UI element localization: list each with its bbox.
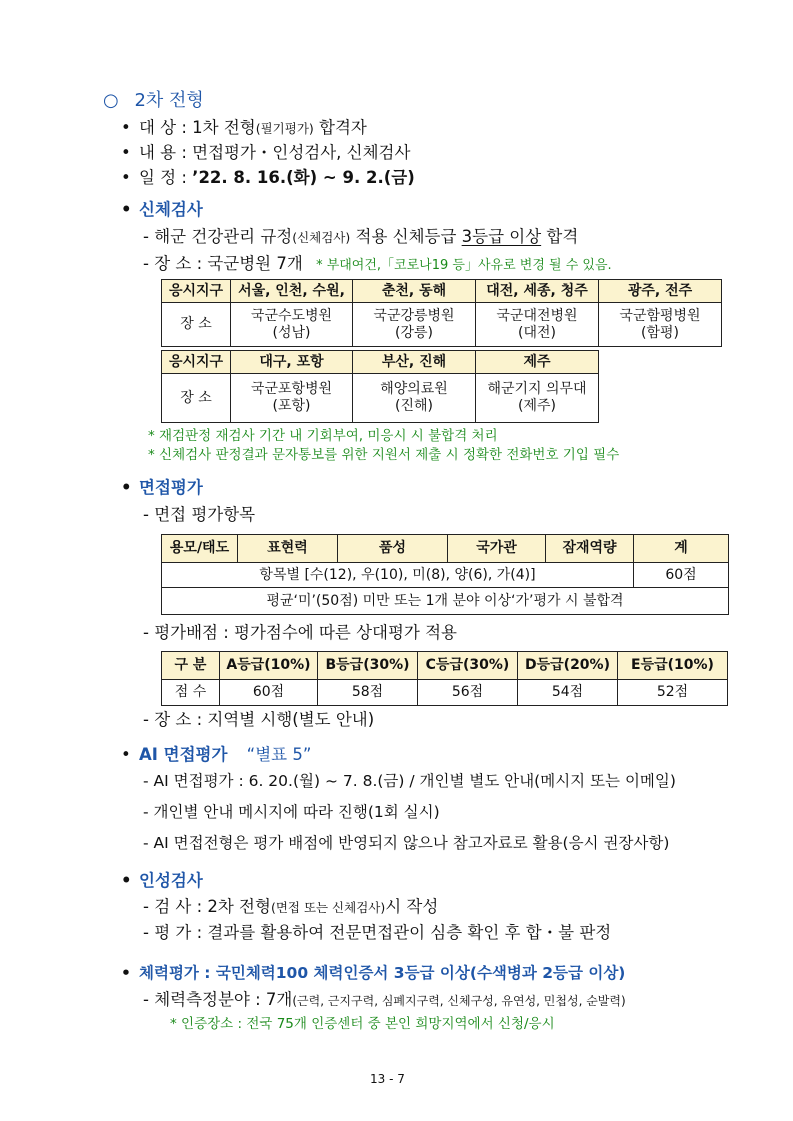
- ai-line-2: - 개인별 안내 메시지에 따라 진행(1회 실시): [143, 803, 440, 821]
- bullet-icon: •: [121, 478, 132, 497]
- section-title-row: [103, 90, 204, 112]
- physical-note-2: * 신체검사 판정결과 문자통보를 위한 지원서 제출 시 정확한 전화번호 기입 필수: [148, 447, 620, 463]
- bullet-icon: •: [121, 118, 131, 137]
- interview-grade-row: 항목별 [수(12), 우(10), 미(8), 양(6), 가(4)]: [162, 563, 634, 588]
- ai-heading: AI 면접평가: [139, 745, 228, 764]
- physical-heading: • 신체검사: [121, 200, 203, 219]
- overview-target: • 대 상 : 1차 전형(필기평가) 합격자: [121, 118, 367, 137]
- bullet-icon: •: [121, 168, 131, 187]
- bullet-icon: •: [121, 143, 131, 162]
- personality-line2: - 평 가 : 결과를 활용하여 전문면접관이 심층 확인 후 합・불 판정: [143, 923, 612, 942]
- ai-heading-row: [121, 744, 311, 766]
- fitness-line1: - 체력측정분야 : 7개(근력, 근지구력, 심폐지구력, 신체구성, 유연성, 민첩성, 순발력): [143, 990, 626, 1009]
- interview-items-title: - 면접 평가항목: [143, 505, 256, 524]
- score-table: 구 분 A등급(10%) B등급(30%) C등급(30%) D등급(20%) E등급(10%) 점 수 60점 58점 56점 54점 52점: [161, 651, 728, 706]
- fitness-note: * 인증장소 : 전국 75개 인증센터 중 본인 희망지역에서 신청/응시: [170, 1016, 555, 1032]
- bullet-icon: •: [121, 871, 132, 890]
- bullet-icon: •: [121, 964, 131, 982]
- interview-fail-rule: 평균‘미’(50점) 미만 또는 1개 분야 이상‘가’평가 시 불합격: [162, 588, 729, 615]
- bullet-icon: •: [121, 745, 131, 764]
- physical-table-1: 응시지구 서울, 인천, 수원, 춘천, 동해 대전, 세종, 청주 광주, 전주 장 소 국군수도병원 (성남) 국군강릉병원 (강릉) 국군대전병원 (대전) 국군함평병원 (함평): [161, 279, 722, 347]
- bullet-icon: •: [121, 200, 132, 219]
- interview-place: - 장 소 : 지역별 시행(별도 안내): [143, 710, 375, 729]
- fitness-heading: • 체력평가 : 국민체력100 체력인증서 3등급 이상(수색병과 2등급 이상): [121, 964, 626, 982]
- personality-heading: • 인성검사: [121, 871, 203, 890]
- interview-heading: • 면접평가: [121, 478, 203, 497]
- physical-table-2: 응시지구 대구, 포항 부산, 진해 제주 장 소 국군포항병원 (포항) 해양의료원 (진해) 해군기지 의무대 (제주): [161, 350, 599, 423]
- physical-line2: - 장 소 : 국군병원 7개 * 부대여건,「코로나19 등」사유로 변경 될 수 있음.: [143, 254, 612, 273]
- page-number: 13 - 7: [370, 1072, 405, 1086]
- physical-line1: - 해군 건강관리 규정(신체검사) 적용 신체등급 3등급 이상 합격: [143, 227, 579, 246]
- overview-content: • 내 용 : 면접평가・인성검사, 신체검사: [121, 143, 411, 162]
- overview-schedule: • 일 정 : ’22. 8. 16.(화) ~ 9. 2.(금): [121, 168, 415, 187]
- physical-place-note: * 부대여건,「코로나19 등」사유로 변경 될 수 있음.: [316, 258, 612, 273]
- interview-total: 60점: [634, 563, 729, 588]
- ai-line-1: - AI 면접평가 : 6. 20.(월) ~ 7. 8.(금) / 개인별 별도 안내(메시지 또는 이메일): [143, 772, 676, 790]
- circle-bullet: ○: [103, 90, 119, 111]
- interview-items-table: 용모/태도 표현력 품성 국가관 잠재역량 계 항목별 [수(12), 우(10), 미(8), 양(6), 가(4)] 60점 평균‘미’(50점) 미만 또는 1개 분야 이상‘가’평가 시 불합격: [161, 534, 729, 615]
- personality-line1: - 검 사 : 2차 전형(면접 또는 신체검사)시 작성: [143, 897, 439, 916]
- section-title: 2차 전형: [134, 90, 204, 111]
- ai-line-3: - AI 면접전형은 평가 배점에 반영되지 않으나 참고자료로 활용(응시 권장사항): [143, 834, 670, 852]
- ai-ref: “별표 5”: [246, 745, 312, 764]
- physical-note-1: * 재검판정 재검사 기간 내 기회부여, 미응시 시 불합격 처리: [148, 428, 498, 444]
- interview-scoring-title: - 평가배점 : 평가점수에 따른 상대평가 적용: [143, 623, 457, 642]
